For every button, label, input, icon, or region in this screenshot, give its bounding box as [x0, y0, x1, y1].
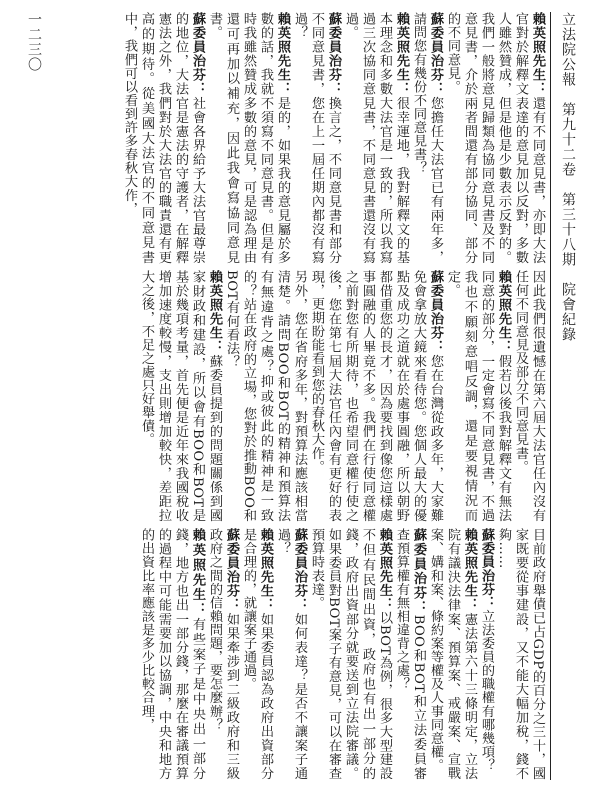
speaker-label: 蘇委員治芬：: [479, 528, 494, 610]
paragraph: [274, 528, 308, 780]
journal-header: 立法院公報 第九十二卷 第三十八期 院會紀錄: [560, 12, 576, 342]
speaker-label: 蘇委員治芬：: [326, 12, 341, 97]
speech-text: 您擔任大法官已有兩年多，請問您有幾份不同意見書？: [411, 12, 443, 264]
paragraph: [308, 528, 393, 780]
paragraph: [410, 12, 444, 264]
speech-text: BOO和BOT和立法委員審查預算權有無相違背之處？: [394, 528, 426, 780]
paragraph: [478, 528, 495, 780]
paragraph: [121, 12, 206, 264]
paragraph: [240, 528, 274, 780]
speaker-label: 賴英照先生：: [462, 528, 477, 613]
speaker-label: 賴英照先生：: [377, 528, 392, 612]
speaker-label: 賴英照先生：: [258, 528, 273, 613]
paragraph: [206, 528, 240, 780]
speech-text: 是的，如果我的意見屬於多數的話，我就不須寫不同意見書。但是有時我雖然贊成多數的意見，可是認為理由還可再加以補充，因此我會寫協同意見書。: [207, 12, 290, 264]
speaker-label: 賴英照先生：: [190, 528, 205, 618]
speech-text: 蘇委員提到的問題關係到國家財政和建設，所以會有BOO和BOT是基於幾項考量，首先便是近年來我國稅收增加速度較慢，支出則增加較快，差距拉大之後，不足之處只好舉債。: [139, 270, 222, 522]
text-column-top: [30, 12, 546, 264]
speech-text: 如果委員認為政府出資部分是合理的，就讓案子通過。: [241, 528, 273, 780]
paragraph: [223, 270, 308, 522]
speech-text: 以BOT為例，很多大型建設不但有民間出資，政府也有出一部分的錢，政府出資部分就要送到立法院審議。如果委員對BOT案子有意見，可以在審查預算時表達。: [309, 528, 392, 780]
paragraph: [444, 270, 512, 522]
speaker-label: 賴英照先生：: [530, 12, 545, 97]
speaker-label: 賴英照先生：: [394, 12, 409, 97]
speech-text: 很幸運地，我對解釋文的基本理念和多數大法官是一致的，所以我寫過三次協同意見書，不同意見書還沒有寫過。: [343, 12, 409, 264]
speech-text: 如何表達？是否不讓案子通過？: [275, 528, 307, 780]
speech-text: 您在台灣從政多年，大家難免會拿放大鏡來看待您。您個人最大的優點及成功之道就在於處事圓融，所以朝野都借重您的長才，因為要找到像您這樣處事圓融的人畢竟不多。我們在行使同意權之前對您有所期待，也希望同意權行使之後，您在第七屆大法官任內會有更好的表現，更期盼能看到您的春秋大作。: [309, 270, 443, 522]
speaker-label: 蘇委員治芬：: [292, 528, 307, 613]
speech-text: 如果牽涉到二級政府和三級政府之間的信賴問題，要怎麼辦？: [207, 528, 239, 780]
speech-text: 社會各界給予大法官最尊崇的地位，大法官是憲法的守護者，在解釋憲法之外，我們對於大法官的職責還有更高的期待。從美國大法官的不同意見書中，我們可以看到許多春秋大作，: [122, 12, 205, 264]
speaker-label: 蘇委員治芬：: [224, 528, 239, 613]
paragraph: [393, 528, 427, 780]
speaker-label: 蘇委員治芬：: [428, 270, 443, 355]
speech-text: 有些案子是中央出一部分錢，地方也出一部分錢，那麼在審議預算的過程中可能需要加以協調，中央和地方的出資比率應該是多少比較合理，: [139, 528, 205, 780]
paragraph: [308, 270, 444, 522]
paragraph: [138, 528, 206, 780]
header-divider: [550, 12, 551, 780]
text-column-bottom: [30, 528, 546, 780]
speech-text: 還有不同意見書，亦即大法官對於解釋文表達的意見加以反對，多數人雖然贊成，但是他是少數表示反對的。我們一般將意見歸類為協同意見書及不同意見書，介於兩者間還有部分協同、部分的不同意見。: [445, 12, 545, 264]
paragraph: [291, 12, 342, 264]
speaker-label: 蘇委員治芬：: [428, 12, 443, 97]
text-column-middle: [30, 270, 546, 522]
speech-text: 假若以後我對解釋文有無法同意的部分，一定會寫不同意見書，不過我也不願刻意唱反調，還是要視情況而定。: [445, 270, 511, 522]
paragraph: [427, 528, 478, 780]
speaker-label: 蘇委員治芬：: [411, 528, 426, 615]
page-number: 一二三〇: [26, 12, 42, 72]
speaker-label: 蘇委員治芬：: [190, 12, 205, 97]
paragraph: [138, 270, 223, 522]
speech-text: 換言之，不同意見書和部分不同意見書，您在上一屆任期內都沒有寫過？: [292, 12, 341, 264]
speaker-label: 賴英照先生：: [496, 270, 511, 355]
speech-text: 憲法第六十三條明定，立法院有議決法律案、預算案、戒嚴案、宣戰案、媾和案、條約案等權及人事同意權。: [428, 528, 477, 780]
speech-text: 目前政府舉債已占GDP的百分之三十，國家既要從事建設，又不能大幅加稅，錢不夠……: [496, 528, 545, 780]
speech-text: 立法委員的職權有哪幾項？: [479, 609, 494, 772]
paragraph: [206, 12, 291, 264]
speech-text: 因此我們很遺憾在第六屆大法官任內沒有任何不同意見及部分不同意見書。: [513, 270, 545, 522]
speaker-label: 賴英照先生：: [207, 270, 222, 355]
speech-text: 另外，您在省府多年，對預算法應該相當清楚。請問BOO和BOT的精神和預算法有無違背之處？抑或彼此的精神是一致的？站在政府的立場，您對於推動BOO和BOT有何看法？: [224, 270, 307, 522]
paragraph: [512, 270, 546, 522]
paragraph: [342, 12, 410, 264]
speaker-label: 賴英照先生：: [275, 12, 290, 97]
paragraph: [495, 528, 546, 780]
paragraph: [444, 12, 546, 264]
